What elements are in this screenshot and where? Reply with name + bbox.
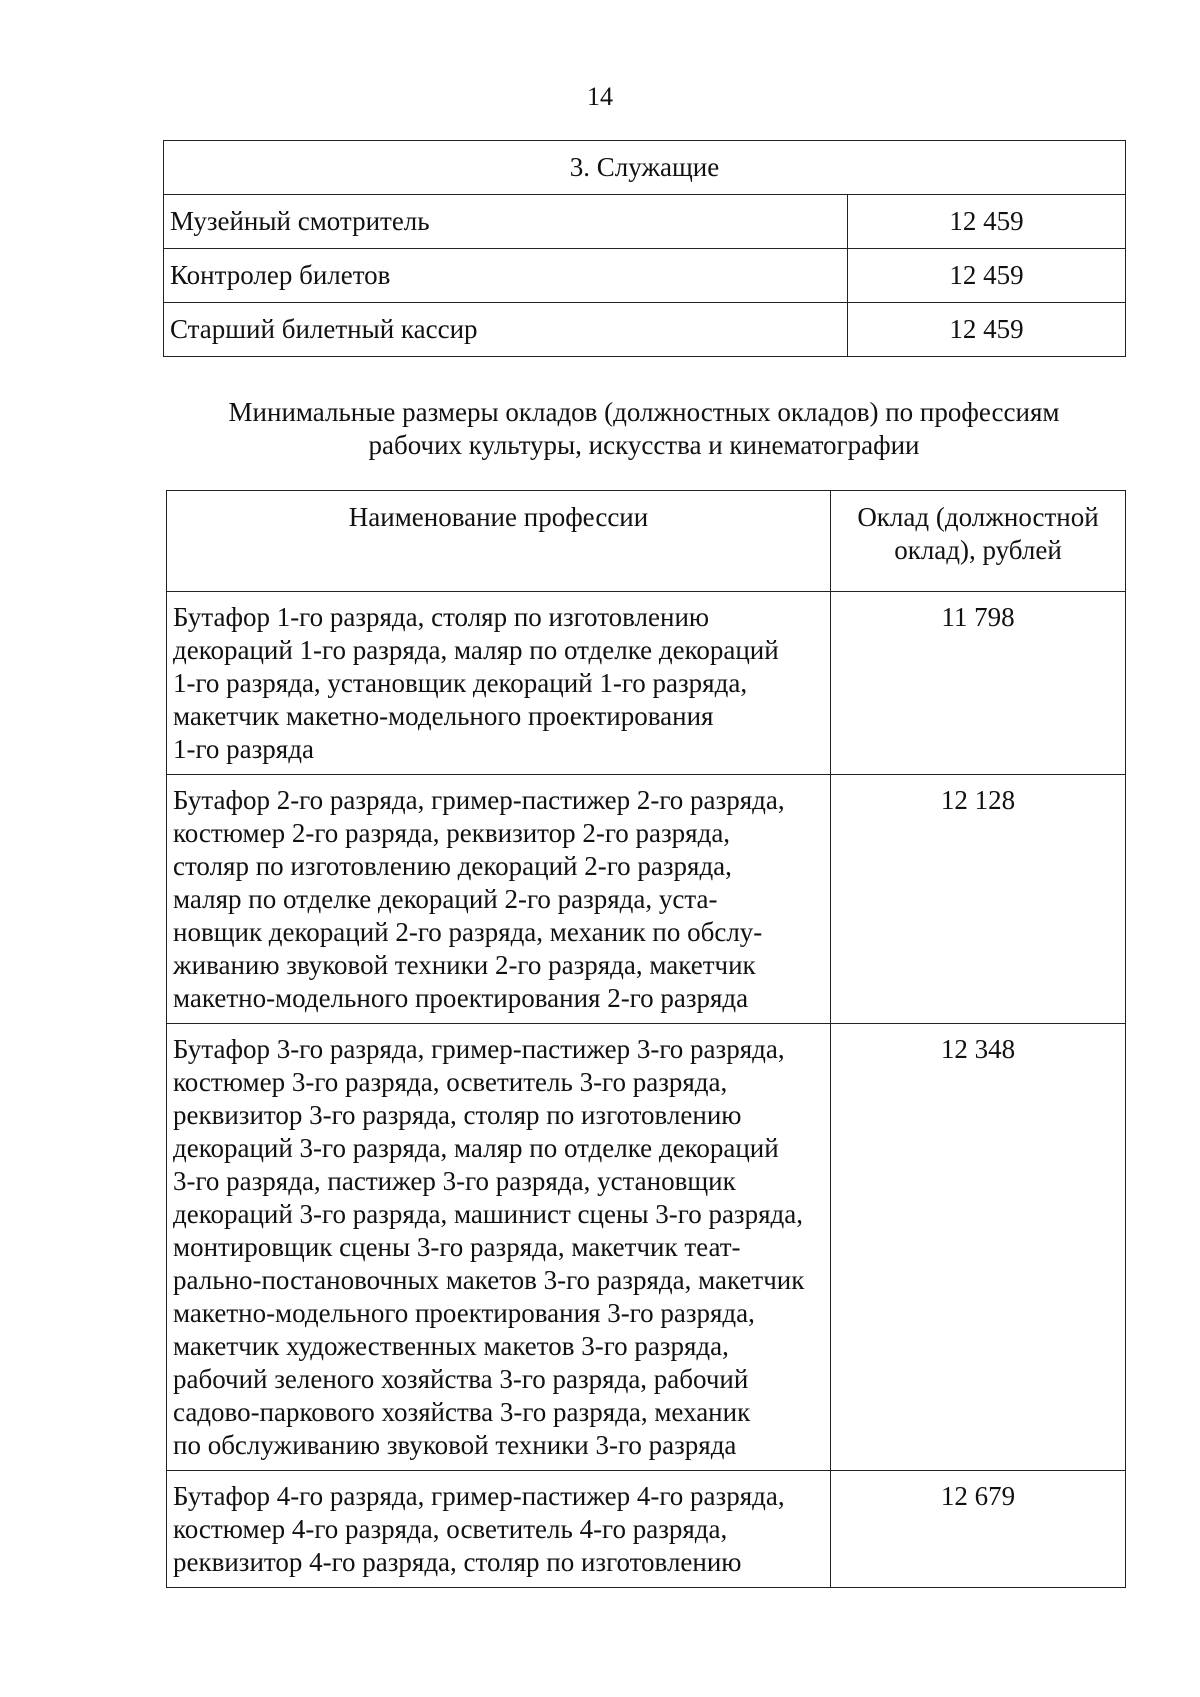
- text-line: Бутафор 2-го разряда, гример-пастижер 2-го разряда,: [173, 785, 785, 815]
- position-name: Старший билетный кассир: [164, 303, 848, 357]
- table-row: [167, 592, 1126, 775]
- text-line: живанию звуковой техники 2-го разряда, макетчик: [173, 950, 756, 980]
- column-header-salary: [831, 491, 1126, 592]
- header-line: Оклад (должностной: [857, 502, 1099, 532]
- salary-value: 12 459: [848, 195, 1126, 249]
- workers-salary-table: [166, 490, 1126, 1588]
- position-name: Музейный смотритель: [164, 195, 848, 249]
- profession-cell: [167, 592, 831, 775]
- text-line: костюмер 2-го разряда, реквизитор 2-го разряда,: [173, 818, 731, 848]
- text-line: 1-го разряда, установщик декораций 1-го разряда,: [173, 668, 748, 698]
- section-title: 3. Служащие: [164, 141, 1126, 195]
- heading-line: рабочих культуры, искусства и кинематографии: [368, 430, 920, 460]
- text-line: садово-паркового хозяйства 3-го разряда, механик: [173, 1397, 751, 1427]
- text-line: макетно-модельного проектирования 3-го разряда,: [173, 1298, 755, 1328]
- heading-line: Минимальные размеры окладов (должностных окладов) по профессиям: [228, 397, 1060, 427]
- text-line: маляр по отделке декораций 2-го разряда, уста-: [173, 884, 718, 914]
- text-line: 1-го разряда: [173, 734, 314, 764]
- salary-value: 12 459: [848, 303, 1126, 357]
- position-name: Контролер билетов: [164, 249, 848, 303]
- page-number: 14: [587, 82, 613, 111]
- text-line: декораций 3-го разряда, машинист сцены 3-го разряда,: [173, 1199, 803, 1229]
- text-line: столяр по изготовлению декораций 2-го разряда,: [173, 851, 732, 881]
- section-header-row: [164, 141, 1126, 195]
- text-line: Бутафор 4-го разряда, гример-пастижер 4-го разряда,: [173, 1481, 785, 1511]
- salary-value: 12 348: [831, 1024, 1126, 1471]
- column-header-profession: Наименование профессии: [167, 491, 831, 592]
- text-line: декораций 1-го разряда, маляр по отделке декораций: [173, 635, 779, 665]
- text-line: макетчик художественных макетов 3-го разряда,: [173, 1331, 729, 1361]
- text-line: новщик декораций 2-го разряда, механик по обслу-: [173, 917, 763, 947]
- text-line: макетчик макетно-модельного проектирования: [173, 701, 714, 731]
- salary-value: 12 459: [848, 249, 1126, 303]
- profession-cell: [167, 775, 831, 1024]
- salary-value: 11 798: [831, 592, 1126, 775]
- text-line: рально-постановочных макетов 3-го разряда, макетчик: [173, 1265, 805, 1295]
- text-line: реквизитор 3-го разряда, столяр по изготовлению: [173, 1100, 742, 1130]
- table-row: [164, 303, 1126, 357]
- profession-cell: [167, 1024, 831, 1471]
- text-line: 3-го разряда, пастижер 3-го разряда, установщик: [173, 1166, 736, 1196]
- workers-section-heading: [163, 396, 1125, 462]
- text-line: Бутафор 1-го разряда, столяр по изготовлению: [173, 602, 710, 632]
- table-row: [164, 195, 1126, 249]
- text-line: Бутафор 3-го разряда, гример-пастижер 3-го разряда,: [173, 1034, 785, 1064]
- text-line: костюмер 3-го разряда, осветитель 3-го разряда,: [173, 1067, 728, 1097]
- text-line: по обслуживанию звуковой техники 3-го разряда: [173, 1430, 737, 1460]
- table-row: [164, 249, 1126, 303]
- table-row: [167, 1471, 1126, 1588]
- table-header-row: [167, 491, 1126, 592]
- header-line: оклад), рублей: [894, 535, 1062, 565]
- text-line: макетно-модельного проектирования 2-го разряда: [173, 983, 749, 1013]
- profession-cell: [167, 1471, 831, 1588]
- text-line: декораций 3-го разряда, маляр по отделке декораций: [173, 1133, 779, 1163]
- text-line: рабочий зеленого хозяйства 3-го разряда, рабочий: [173, 1364, 749, 1394]
- text-line: костюмер 4-го разряда, осветитель 4-го разряда,: [173, 1514, 728, 1544]
- table-row: [167, 1024, 1126, 1471]
- employees-salary-table: [163, 140, 1126, 357]
- text-line: реквизитор 4-го разряда, столяр по изготовлению: [173, 1547, 742, 1577]
- salary-value: 12 128: [831, 775, 1126, 1024]
- table-row: [167, 775, 1126, 1024]
- salary-value: 12 679: [831, 1471, 1126, 1588]
- text-line: монтировщик сцены 3-го разряда, макетчик теат-: [173, 1232, 741, 1262]
